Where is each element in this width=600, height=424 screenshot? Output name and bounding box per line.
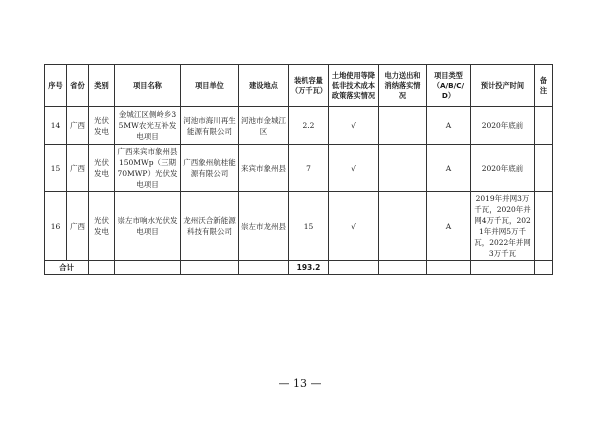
cell-province: 广西: [67, 107, 89, 145]
header-seq: 序号: [45, 65, 67, 107]
cell-province: 广西: [67, 192, 89, 261]
cell-unit: 广西象州航桂能源有限公司: [181, 145, 239, 192]
header-category: 类别: [89, 65, 115, 107]
cell-seq: 15: [45, 145, 67, 192]
cell-land: √: [329, 145, 379, 192]
cell-seq: 14: [45, 107, 67, 145]
project-table: [44, 64, 553, 275]
cell-seq: 16: [45, 192, 67, 261]
cell-time: 2019年并网3万千瓦，2020年并网4万千瓦，2021年并网5万千瓦，2022年并网3万千瓦: [471, 192, 535, 261]
header-capacity: 装机容量（万千瓦）: [289, 65, 329, 107]
cell-province: 广西: [67, 145, 89, 192]
header-time: 预计投产时间: [471, 65, 535, 107]
cell-time: 2020年底前: [471, 145, 535, 192]
cell-name: 广西来宾市象州县150MWp（三期70MWP）光伏发电项目: [115, 145, 181, 192]
cell-capacity: 7: [289, 145, 329, 192]
table-header-row: [45, 65, 553, 107]
header-grid: 电力送出和消纳落实情况: [379, 65, 427, 107]
header-name: 项目名称: [115, 65, 181, 107]
header-unit: 项目单位: [181, 65, 239, 107]
cell-land: √: [329, 107, 379, 145]
header-note: 备注: [535, 65, 553, 107]
cell-grid: [379, 145, 427, 192]
total-capacity: 193.2: [289, 261, 329, 275]
cell-capacity: 15: [289, 192, 329, 261]
cell-unit: 河池市海川再生能源有限公司: [181, 107, 239, 145]
total-empty-cell: [379, 261, 427, 275]
table-row: [45, 192, 553, 261]
total-empty-cell: [427, 261, 471, 275]
cell-site: 河池市金城江区: [239, 107, 289, 145]
header-site: 建设地点: [239, 65, 289, 107]
cell-time: 2020年底前: [471, 107, 535, 145]
total-empty-cell: [535, 261, 553, 275]
cell-grid: [379, 192, 427, 261]
total-empty-cell: [115, 261, 181, 275]
table-row: [45, 145, 553, 192]
total-empty-cell: [181, 261, 239, 275]
cell-note: [535, 192, 553, 261]
total-empty-cell: [471, 261, 535, 275]
cell-grid: [379, 107, 427, 145]
header-type: 项目类型（A/B/C/D）: [427, 65, 471, 107]
cell-name: 崇左市响水光伏发电项目: [115, 192, 181, 261]
cell-land: √: [329, 192, 379, 261]
cell-note: [535, 107, 553, 145]
total-empty-cell: [89, 261, 115, 275]
total-empty-cell: [329, 261, 379, 275]
cell-category: 光伏发电: [89, 107, 115, 145]
cell-name: 金城江区侧岭乡35MW农光互补发电项目: [115, 107, 181, 145]
cell-unit: 龙州沃合新能源科技有限公司: [181, 192, 239, 261]
header-province: 省份: [67, 65, 89, 107]
cell-note: [535, 145, 553, 192]
cell-type: A: [427, 107, 471, 145]
cell-capacity: 2.2: [289, 107, 329, 145]
page-number: — 13 —: [278, 377, 322, 390]
header-land: 土地使用等降低非技术成本政策落实情况: [329, 65, 379, 107]
cell-type: A: [427, 192, 471, 261]
total-label: 合计: [45, 261, 89, 275]
cell-site: 崇左市龙州县: [239, 192, 289, 261]
cell-category: 光伏发电: [89, 192, 115, 261]
cell-site: 来宾市象州县: [239, 145, 289, 192]
table-row: [45, 107, 553, 145]
total-empty-cell: [239, 261, 289, 275]
cell-type: A: [427, 145, 471, 192]
total-row: [45, 261, 553, 275]
cell-category: 光伏发电: [89, 145, 115, 192]
